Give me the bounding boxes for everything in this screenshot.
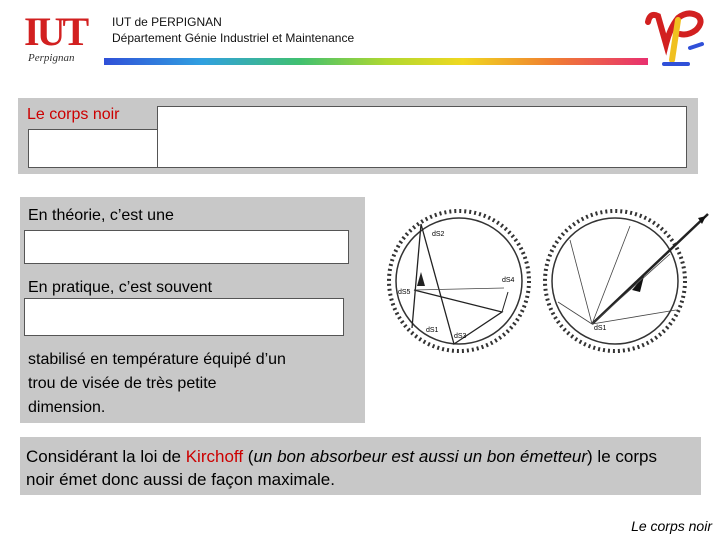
footer-title: Le corps noir — [631, 518, 712, 534]
iut-logo — [24, 10, 90, 68]
ray-arrow-icon — [417, 272, 425, 286]
theory-blank[interactable] — [24, 230, 349, 264]
kirchoff-statement — [26, 445, 686, 491]
organization-name: IUT de PERPIGNAN — [112, 15, 222, 29]
title-blank-left[interactable] — [28, 129, 158, 168]
label-ds2: dS2 — [432, 231, 445, 238]
header-gradient-bar — [104, 58, 648, 65]
description-line-1: stabilisé en température équipé d’un — [28, 351, 286, 368]
label-aperture-ds1: dS1 — [594, 325, 607, 332]
label-ds3: dS3 — [454, 333, 467, 340]
label-ds1: dS1 — [426, 327, 439, 334]
kirchoff-name: Kirchoff — [185, 447, 244, 466]
label-ds5: dS5 — [398, 289, 411, 296]
theory-text: En théorie, c’est une — [28, 207, 174, 224]
label-ds4: dS4 — [502, 277, 515, 284]
organization-block — [112, 14, 354, 46]
practice-text: En pratique, c’est souvent — [28, 279, 213, 296]
description-line-3: dimension. — [28, 399, 106, 416]
cavity-reflection-diagram — [384, 206, 534, 356]
kirchoff-text-3: ) le corps noir émet donc aussi de façon maximale. — [26, 447, 657, 489]
description-line-2: trou de visée de très petite — [28, 375, 217, 392]
kirchoff-text-2: ( — [243, 447, 254, 466]
kirchoff-law-italic: un bon absorbeur est aussi un bon émetteur — [253, 447, 588, 466]
kirchoff-text-1: Considérant la loi de — [26, 447, 186, 466]
title-blank-right[interactable] — [157, 106, 687, 168]
practice-blank[interactable] — [24, 298, 344, 336]
iut-logo-script: Perpignan — [28, 52, 75, 64]
department-name: Département Génie Industriel et Maintenance — [112, 31, 355, 45]
up-logo — [644, 8, 706, 68]
iut-logo-text: IUT — [24, 9, 87, 54]
slide-title: Le corps noir — [27, 106, 120, 123]
cavity-aperture-diagram — [540, 206, 712, 356]
